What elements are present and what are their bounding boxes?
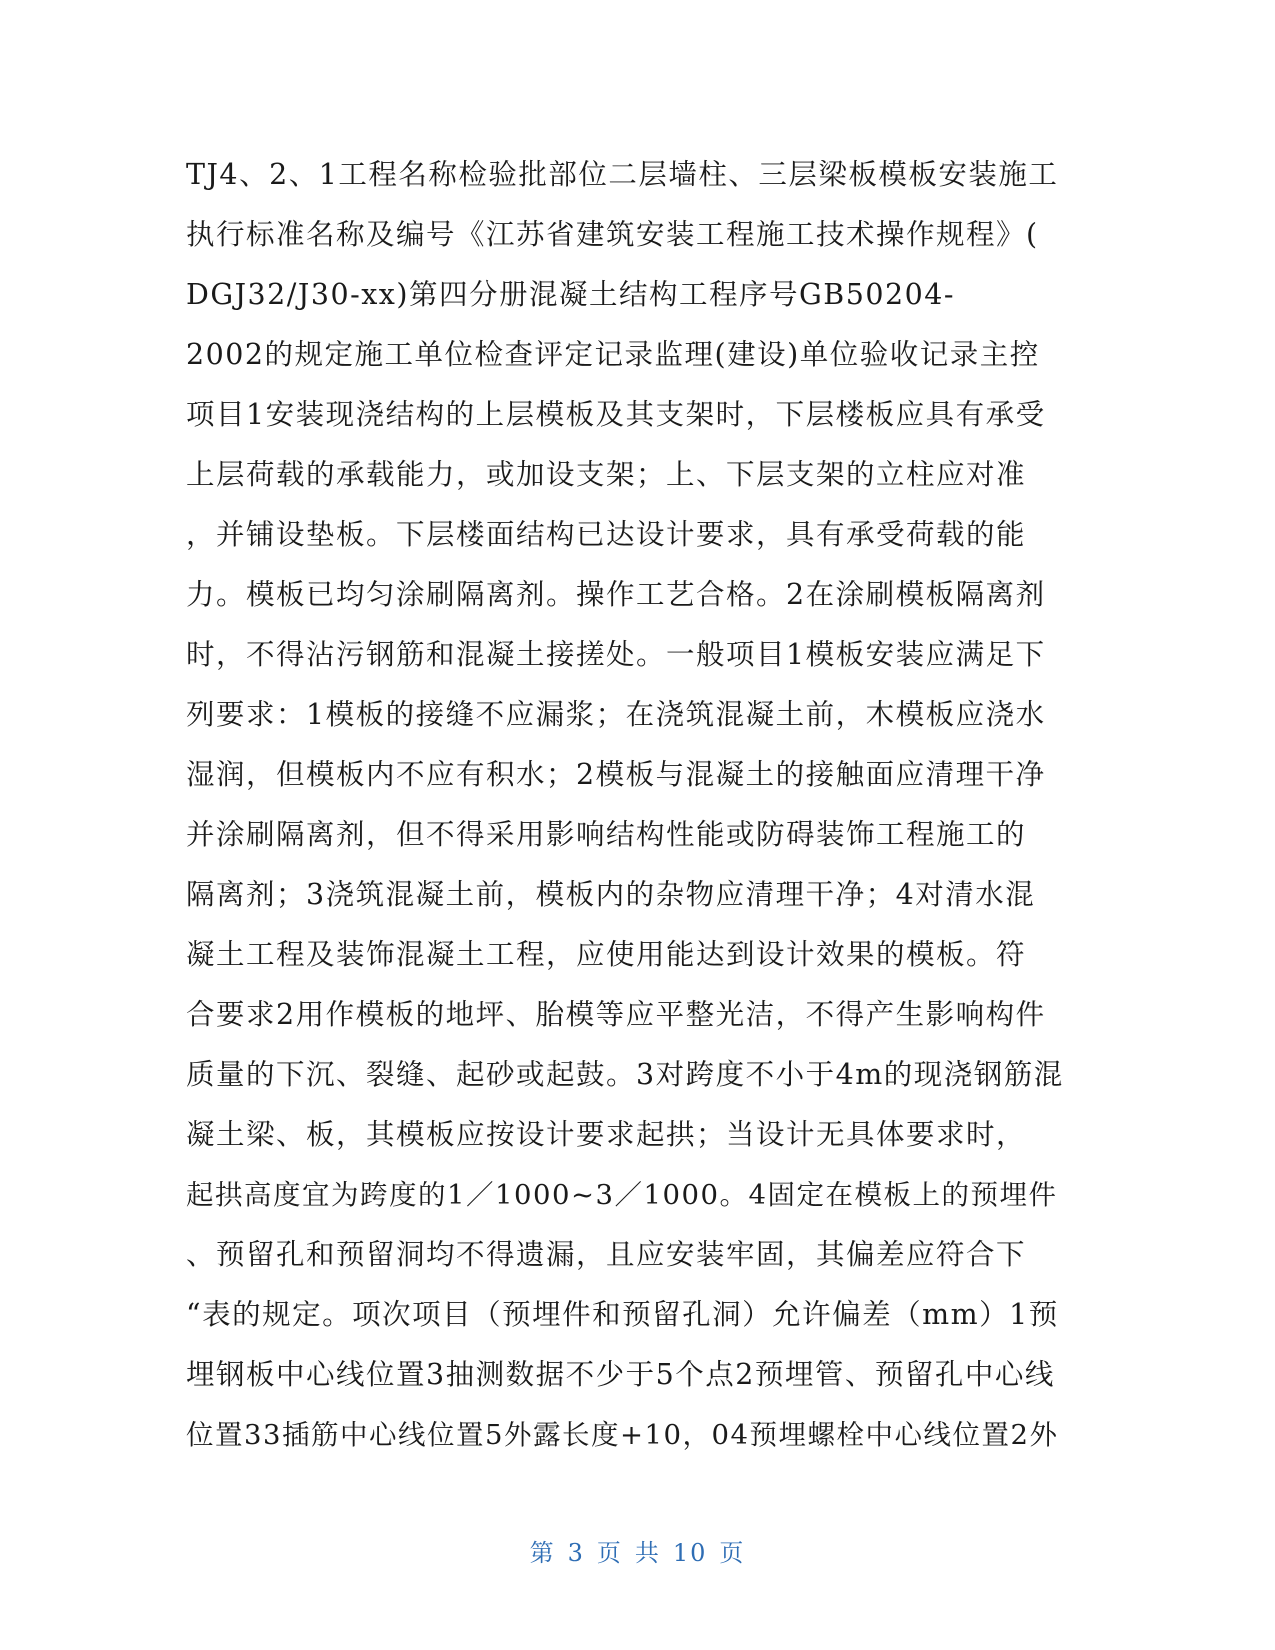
page-footer (0, 1533, 1275, 1568)
text-line: 上层荷载的承载能力，或加设支架；上、下层支架的立柱应对准 (186, 458, 1027, 491)
text-line: 合要求2用作模板的地坪、胎模等应平整光洁，不得产生影响构件 (186, 998, 1046, 1031)
text-line: 质量的下沉、裂缝、起砂或起鼓。3对跨度不小于4m的现浇钢筋混 (186, 1058, 1064, 1091)
text-line: 列要求：1模板的接缝不应漏浆；在浇筑混凝土前，木模板应浇水 (186, 698, 1046, 731)
text-line: 埋钢板中心线位置3抽测数据不少于5个点2预埋管、预留孔中心线 (186, 1358, 1055, 1391)
text-line: 凝土工程及装饰混凝土工程，应使用能达到设计效果的模板。符 (186, 938, 1027, 971)
body-text (186, 145, 1066, 1465)
text-line: 2002的规定施工单位检查评定记录监理(建设)单位验收记录主控 (186, 338, 1040, 371)
footer-total-word: 共 (634, 1539, 661, 1567)
text-line: DGJ32/J30-xx)第四分册混凝土结构工程序号GB50204- (186, 278, 955, 311)
text-line: 、预留孔和预留洞均不得遗漏，且应安装牢固，其偏差应符合下 (186, 1238, 1027, 1271)
footer-page-unit: 页 (596, 1539, 623, 1567)
text-line: 时，不得沾污钢筋和混凝土接搓处。一般项目1模板安装应满足下 (186, 638, 1046, 671)
text-line: 执行标准名称及编号《江苏省建筑安装工程施工技术操作规程》( (186, 218, 1039, 251)
text-line: 位置33插筋中心线位置5外露长度+10，04预埋螺栓中心线位置2外 (186, 1419, 1059, 1451)
text-line: 凝土梁、板，其模板应按设计要求起拱；当设计无具体要求时， (186, 1118, 1027, 1151)
footer-total-unit: 页 (719, 1539, 746, 1567)
footer-current-page: 3 (567, 1539, 585, 1567)
text-line: 隔离剂；3浇筑混凝土前，模板内的杂物应清理干净；4对清水混 (186, 878, 1036, 911)
text-line: 并涂刷隔离剂，但不得采用影响结构性能或防碍装饰工程施工的 (186, 818, 1027, 851)
text-line: 湿润，但模板内不应有积水；2模板与混凝土的接触面应清理干净 (186, 758, 1046, 791)
footer-total-pages: 10 (672, 1539, 708, 1567)
text-line: 力。模板已均匀涂刷隔离剂。操作工艺合格。2在涂刷模板隔离剂 (186, 578, 1046, 611)
text-line: “表的规定。项次项目（预埋件和预留孔洞）允许偏差（mm）1预 (186, 1298, 1059, 1331)
text-line: 起拱高度宜为跨度的1／1000~3／1000。4固定在模板上的预埋件 (186, 1179, 1058, 1211)
text-line: TJ4、2、1工程名称检验批部位二层墙柱、三层梁板模板安装施工 (186, 158, 1059, 191)
text-line: ，并铺设垫板。下层楼面结构已达设计要求，具有承受荷载的能 (186, 518, 1027, 551)
footer-prefix: 第 (529, 1539, 556, 1567)
text-line: 项目1安装现浇结构的上层模板及其支架时，下层楼板应具有承受 (186, 398, 1046, 431)
